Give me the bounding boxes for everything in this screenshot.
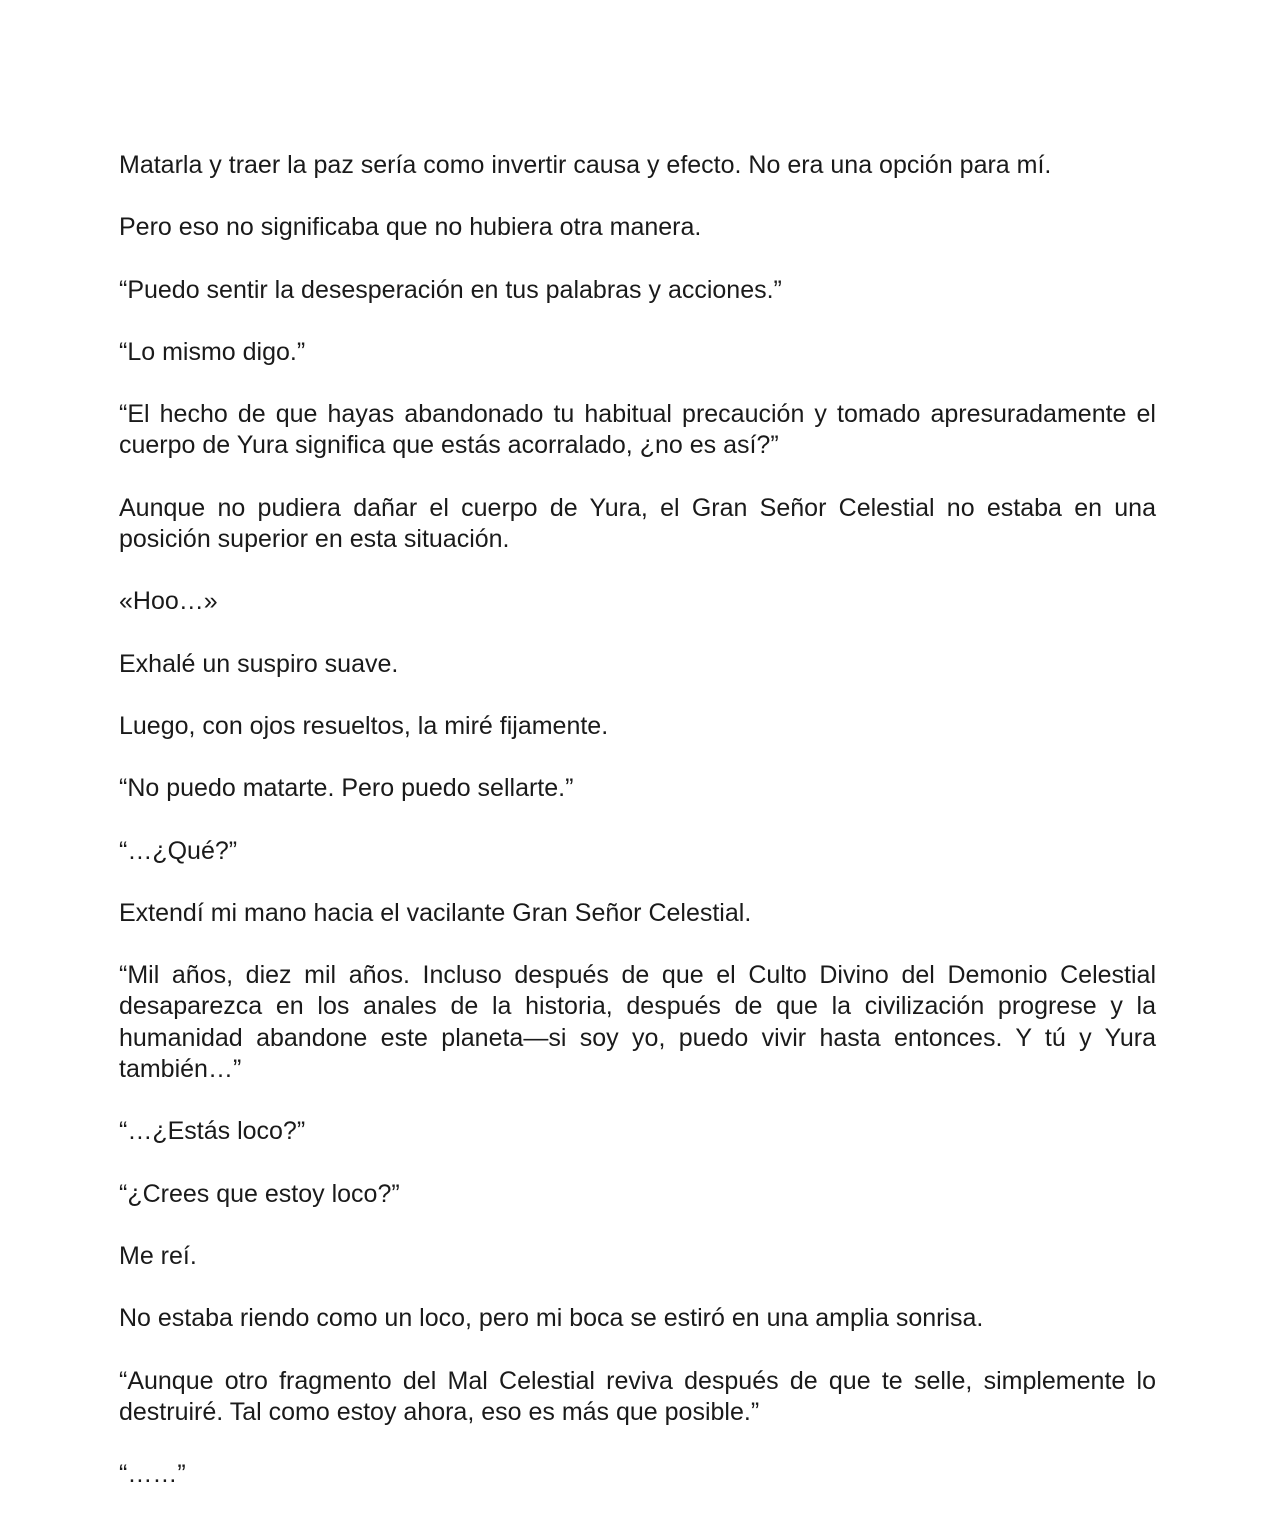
paragraph: Aunque no pudiera dañar el cuerpo de Yura, el Gran Señor Celestial no estaba en una posición superior en esta situación.: [119, 493, 1156, 554]
paragraph: Exhalé un suspiro suave.: [119, 649, 399, 678]
paragraph: Matarla y traer la paz sería como invertir causa y efecto. No era una opción para mí.: [119, 151, 1052, 179]
paragraph: Extendí mi mano hacia el vacilante Gran Señor Celestial.: [119, 898, 752, 927]
paragraph: “Puedo sentir la desesperación en tus palabras y acciones.”: [119, 275, 782, 304]
paragraph: “No puedo matarte. Pero puedo sellarte.”: [119, 774, 574, 803]
paragraph: “Mil años, diez mil años. Incluso después de que el Culto Divino del Demonio Celestial desaparezca en los anales de la historia, después de que la civilización progrese y la humanidad abandone este planeta—si soy yo, puedo vivir hasta entonces. Y tú y Yura también…”: [119, 961, 1156, 1084]
paragraph: “…¿Qué?”: [119, 836, 238, 865]
paragraph: Pero eso no significaba que no hubiera otra manera.: [119, 213, 702, 242]
paragraph: “¿Crees que estoy loco?”: [119, 1179, 400, 1208]
paragraph: “Lo mismo digo.”: [119, 337, 306, 366]
paragraph: “…¿Estás loco?”: [119, 1117, 306, 1146]
document-page: [119, 150, 1156, 1490]
paragraph: No estaba riendo como un loco, pero mi boca se estiró en una amplia sonrisa.: [119, 1304, 984, 1333]
paragraph: Me reí.: [119, 1241, 197, 1270]
paragraph: «Hoo…»: [119, 587, 218, 616]
paragraph: “El hecho de que hayas abandonado tu habitual precaución y tomado apresuradamente el cuerpo de Yura significa que estás acorralado, ¿no es así?”: [119, 400, 1156, 460]
paragraph: “……”: [119, 1460, 186, 1489]
paragraph: “Aunque otro fragmento del Mal Celestial reviva después de que te selle, simplemente lo destruiré. Tal como estoy ahora, eso es más que posible.”: [119, 1366, 1156, 1426]
paragraph: Luego, con ojos resueltos, la miré fijamente.: [119, 711, 609, 740]
